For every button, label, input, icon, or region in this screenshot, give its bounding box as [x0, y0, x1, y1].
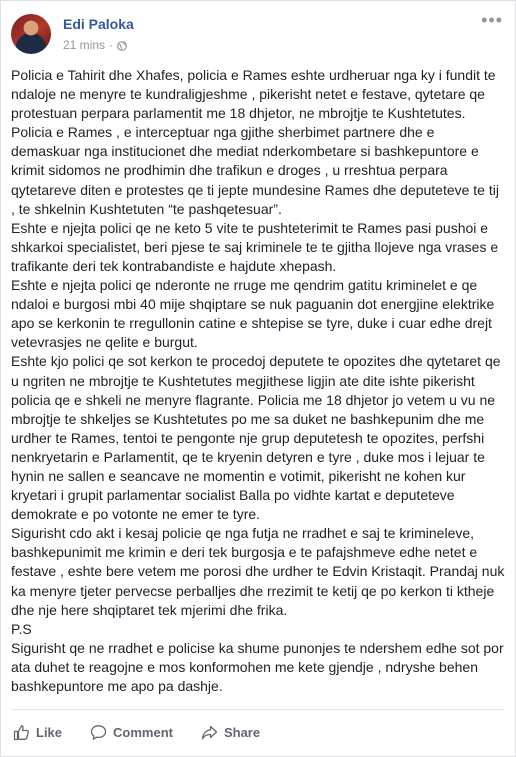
like-button[interactable]	[13, 720, 62, 741]
share-button[interactable]	[201, 720, 260, 741]
share-arrow-icon	[201, 724, 218, 741]
post-paragraph: Sigurisht qe ne rradhet e policise ka shume punonjes te ndershem edhe sot por ata duhet te reagojne e mos konformohen me kete gjendje , ndryshe behen bashkepuntore me apo pa dashje.	[11, 639, 508, 694]
post-body	[11, 66, 509, 696]
more-options-button[interactable]: •••	[481, 10, 503, 30]
globe-icon[interactable]	[117, 40, 127, 50]
like-label: Like	[36, 724, 63, 740]
author-avatar[interactable]	[11, 14, 51, 54]
post-header	[11, 11, 505, 55]
post-paragraph: Eshte kjo polici qe sot kerkon te procedoj deputete te opozites dhe qytetaret qe u ngriten ne mbrojtje te Kushtetutes megjithese ligjin ate dite ishte pikerisht policia qe e shkeli ne menyre flagrante. Policia me 18 dhjetor jo vetem u vu ne mbrojtje te shkeljes se Kushtetutes po me sa duket ne bashkepunim dhe me urdher te Rames, tentoi te pengonte nje grup deputetesh te opozites, perfshi nenkryetarin e Parlamentit, qe te kryenin detyren e tyre , duke mos i lejuar te hynin ne sallen e seancave ne momentin e votimit, pikerisht ne kohen kur kryetari i grupit parlamentar socialist Balla po vidhte kartat e deputeteve demokrate e po votonte ne emer te tyre.	[11, 353, 505, 523]
comment-bubble-icon	[90, 724, 107, 741]
meta-separator: ·	[109, 38, 114, 52]
post-meta	[63, 38, 127, 52]
post-paragraph: P.S	[11, 620, 32, 637]
share-label: Share	[223, 724, 261, 740]
post-paragraph: Sigurisht cdo akt i kesaj policie qe nga futja ne rradhet e saj te krimineleve, bashkepunimit me krimin e deri tek burgosja e te pafajshmeve edhe netet e festave , eshte bere vetem me porosi dhe urdher te Edvin Kristaqit. Prandaj nuk ka menyre tjeter pervecse perballjes dhe rrezimit te ketij qe po kerkon ti ktheje dhe nje here shqiptaret tek mjerimi dhe frika.	[11, 525, 509, 618]
post-paragraph: Eshte e njejta polici qe nderonte ne rruge me qendrim gatitu kriminelet e qe ndaloi e burgosi mbi 40 mije shqiptare se nuk paguanin dot energjine elektrike apo se kerkonin te rregullonin catine e shtepise se tyre, duke i cuar edhe drejt vetevrasjes ne qelite e burgut.	[11, 277, 499, 351]
post-paragraph: Eshte e njejta polici qe ne keto 5 vite te pushteterimit te Rames pasi pushoi e shkarkoi specialistet, beri pjese te saj kriminele te te gjitha llojeve nga vrases e trafikante deri tek kontrabandiste e hajdute xhepash.	[11, 219, 503, 274]
post-paragraph: Policia e Rames , e interceptuar nga gjithe sherbimet partnere dhe e demaskuar nga institucionet dhe mediat nderkombetare si bashkepuntore e krimit sidomos ne prodhimin dhe trafikun e droges , u rreshtua perpara qytetareve diten e protestes qe ti jepte mundesine Rames dhe deputeteve te tij , te shkelnin Kushtetuten “te pashqetesuar”.	[11, 124, 503, 217]
comment-button[interactable]	[90, 720, 173, 741]
author-name[interactable]: Edi Paloka	[63, 16, 134, 32]
comment-label: Comment	[113, 724, 173, 740]
post-paragraph: Policia e Tahirit dhe Xhafes, policia e Rames eshte urdheruar nga ky i fundit te ndaloje ne menyre te kundraligjeshme , pikerisht netet e festave, qytetare qe protestuan perpara parlamentit me 18 dhjetor, ne mbrojtje te Kushtetutes.	[11, 67, 500, 122]
post-timestamp[interactable]: 21 mins	[63, 38, 106, 52]
post-actions-bar	[11, 709, 505, 750]
thumbs-up-icon	[13, 724, 30, 741]
